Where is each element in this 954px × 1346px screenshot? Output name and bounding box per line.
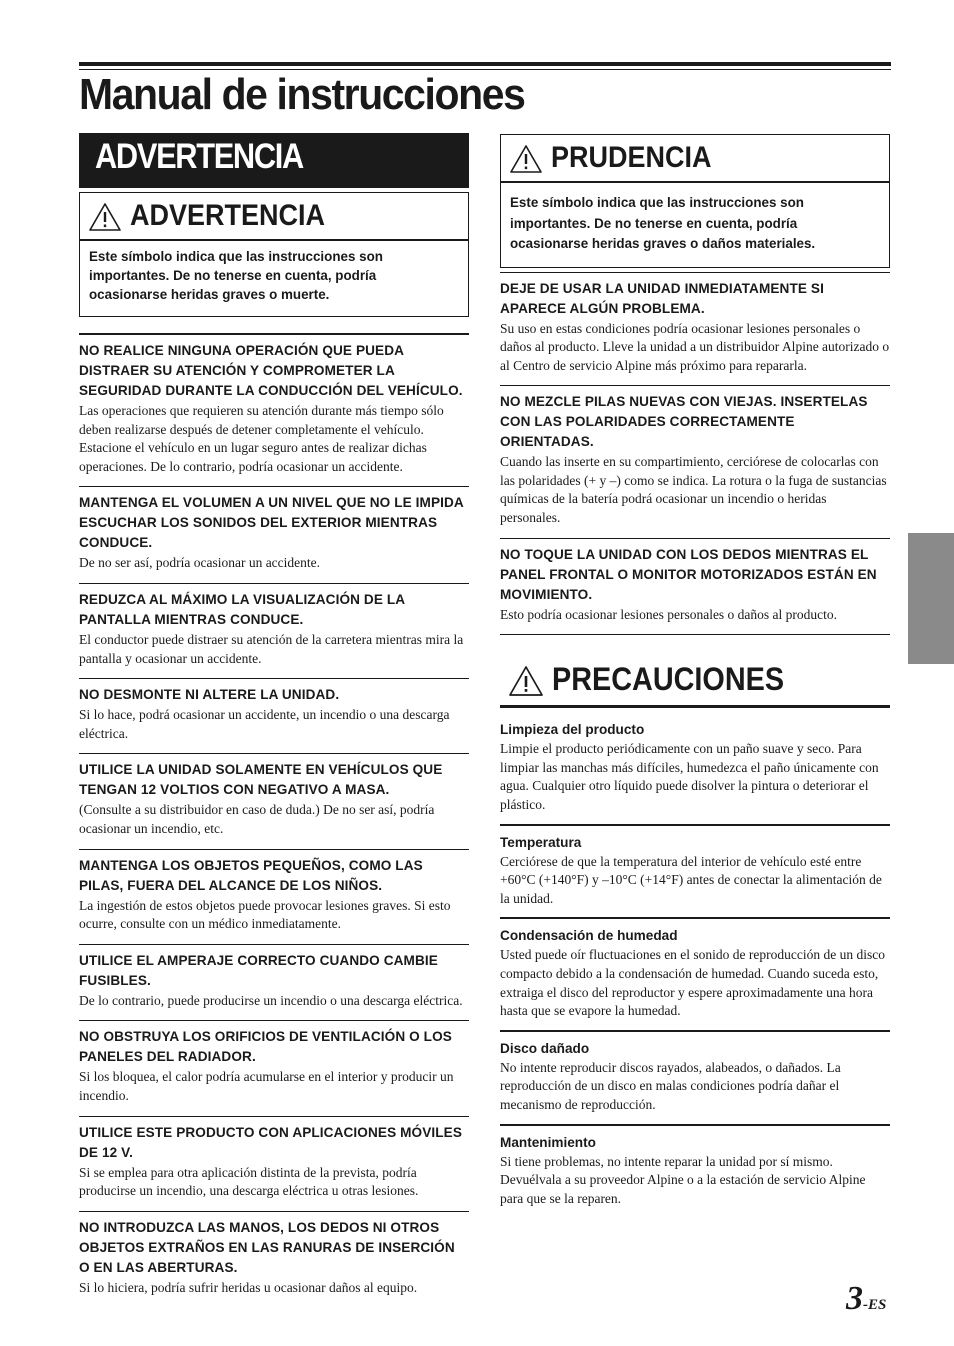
section-text: (Consulte a su distribuidor en caso de duda.) De no ser así, podría ocasionar un incendio, etc. [79,802,435,836]
section-title: Condensación de humedad [500,928,678,944]
right-column [500,134,890,1217]
section-text: La ingestión de estos objetos puede provocar lesiones graves. Si esto ocurre, consulte con un médico inmediatamente. [79,897,451,932]
section-title: Temperatura [500,834,582,850]
warning-section [79,753,469,848]
section-title: MANTENGA LOS OBJETOS PEQUEÑOS, COMO LAS PILAS, FUERA DEL ALCANCE DE LOS NIÑOS. [79,857,423,893]
section-text: De lo contrario, puede producirse un incendio o una descarga eléctrica. [79,992,463,1008]
section-title: Limpieza del producto [500,722,645,738]
warning-section [500,824,890,918]
warning-section [500,1030,890,1124]
prudencia-box-header [501,135,889,183]
section-title: NO OBSTRUYA LOS ORIFICIOS DE VENTILACIÓN O LOS PANELES DEL RADIADOR. [79,1029,452,1065]
section-title: NO TOQUE LA UNIDAD CON LOS DEDOS MIENTRAS EL PANEL FRONTAL O MONITOR MOTORIZADOS ESTÁN EN MOVIMIENTO. [500,546,877,602]
section-text: El conductor puede distraer su atención de la carretera mientras mira la pantalla y ocasionar un accidente. [79,631,464,666]
warning-section [79,333,469,486]
warning-section [500,1124,890,1218]
advertencia-box [79,192,469,317]
precauciones-header [500,655,890,708]
warning-triangle-icon [508,665,544,697]
prudencia-box-text: Este símbolo indica que las instrucciones son importantes. De no tenerse en cuenta, podría ocasionarse heridas graves o daños materiales. [510,195,816,251]
precauciones-list [500,708,890,1217]
warning-section [500,272,890,386]
section-text: No intente reproducir discos rayados, alabeados, o dañados. La reproducción de un disco en malas condiciones podría dañar el mecanismo de reproducción. [500,1059,841,1112]
section-text: Limpie el producto periódicamente con un paño suave y seco. Para limpiar las manchas más difíciles, humedezca el paño únicamente con agua. Cualquier otro líquido puede disolver la pintura o deteriorar el plástico. [500,741,879,813]
advertencia-box-header [80,193,468,241]
warning-section [79,486,469,583]
warning-section [79,1020,469,1115]
section-text: Cerciórese de que la temperatura del interior de vehículo esté entre +60°C (+140°F) y –10°C (+14°F) antes de conectar la alimentación de la unidad. [500,853,882,906]
section-title: MANTENGA EL VOLUMEN A UN NIVEL QUE NO LE IMPIDA ESCUCHAR LOS SONIDOS DEL EXTERIOR MIENTRAS CONDUCE. [79,495,464,551]
left-column [79,133,469,1307]
prudencia-box-heading: PRUDENCIA [551,141,712,174]
advertencia-box-text: Este símbolo indica que las instrucciones son importantes. De no tenerse en cuenta, podría ocasionarse heridas graves o muerte. [89,249,383,302]
side-tab-marker [908,533,954,664]
section-title: Mantenimiento [500,1134,596,1150]
warning-section [79,1211,469,1308]
precauciones-heading: PRECAUCIONES [552,661,785,698]
left-warning-list [79,333,469,1307]
section-title: Disco dañado [500,1040,590,1056]
section-text: Si lo hace, podrá ocasionar un accidente, un incendio o una descarga eléctrica. [79,707,450,741]
section-title: REDUZCA AL MÁXIMO LA VISUALIZACIÓN DE LA PANTALLA MIENTRAS CONDUCE. [79,591,405,627]
section-text: Si se emplea para otra aplicación distinta de la prevista, podría producirse un incendio, una descarga eléctrica u otras lesiones. [79,1164,419,1199]
section-text: Las operaciones que requieren su atención durante más tiempo sólo deben realizarse después de detener completamente el vehículo. Estacione el vehículo en un lugar seguro antes de realizar dichas operaciones. De lo contrario, podría ocasionar un accidente. [79,403,444,474]
warning-section [500,385,890,537]
section-title: UTILICE EL AMPERAJE CORRECTO CUANDO CAMBIE FUSIBLES. [79,952,438,988]
section-text: Si tiene problemas, no intente reparar la unidad por sí mismo. Devuélvala a su proveedor Alpine o a la estación de servicio Alpine para que se la reparen. [500,1153,866,1206]
right-warning-list [500,272,890,636]
section-title: UTILICE LA UNIDAD SOLAMENTE EN VEHÍCULOS QUE TENGAN 12 VOLTIOS CON NEGATIVO A MASA. [79,762,443,798]
warning-section [79,583,469,678]
section-text: Usted puede oír fluctuaciones en el sonido de reproducción de un disco compacto debido a la condensación de humedad. Cuando suceda esto, extraiga el disco del reproductor y espere aproximadamente una hora hasta que se evapore la humedad. [500,947,886,1019]
top-rule-thick [79,62,891,66]
section-title: NO MEZCLE PILAS NUEVAS CON VIEJAS. INSERTELAS CON LAS POLARIDADES CORRECTAMENTE ORIENTADAS. [500,394,868,450]
section-title: DEJE DE USAR LA UNIDAD INMEDIATAMENTE SI APARECE ALGÚN PROBLEMA. [500,280,824,316]
warning-triangle-icon [88,202,122,232]
warning-section [79,849,469,944]
advertencia-box-heading: ADVERTENCIA [130,199,326,232]
advertencia-banner-label: ADVERTENCIA [95,137,303,176]
section-title: NO DESMONTE NI ALTERE LA UNIDAD. [79,687,340,703]
section-text: Su uso en estas condiciones podría ocasionar lesiones personales o daños al producto. Lleve la unidad a un distribuidor Alpine autorizado o al Centro de servicio Alpine más próximo para repararla. [500,320,890,373]
warning-section [500,708,890,823]
warning-section [500,538,890,636]
section-text: Si los bloquea, el calor podría acumularse en el interior y producir un incendio. [79,1069,454,1103]
page-number-value: 3 [846,1280,863,1317]
section-title: NO INTRODUZCA LAS MANOS, LOS DEDOS NI OTROS OBJETOS EXTRAÑOS EN LAS RANURAS DE INSERCIÓN O EN LAS ABERTURAS. [79,1219,455,1275]
warning-section [79,1116,469,1211]
warning-section [79,678,469,753]
warning-section [79,944,469,1021]
section-text: Esto podría ocasionar lesiones personales o daños al producto. [500,606,838,622]
page-title: Manual de instrucciones [79,70,525,119]
page-number [846,1280,886,1318]
warning-section [500,917,890,1029]
warning-triangle-icon [509,144,543,174]
section-text: De no ser así, podría ocasionar un accidente. [79,555,321,571]
page-number-suffix: -ES [863,1297,887,1313]
advertencia-banner [79,133,469,188]
section-text: Cuando las inserte en su compartimiento, cerciórese de colocarlas con las polaridades (+ y –) como se indica. La rotura o la fuga de sustancias químicas de la batería podrá ocasionar un incendio o heridas personales. [500,454,887,526]
section-text: Si lo hiciera, podría sufrir heridas u ocasionar daños al equipo. [79,1279,418,1295]
prudencia-box [500,134,890,268]
section-title: UTILICE ESTE PRODUCTO CON APLICACIONES MÓVILES DE 12 V. [79,1124,462,1160]
section-title: NO REALICE NINGUNA OPERACIÓN QUE PUEDA DISTRAER SU ATENCIÓN Y COMPROMETER LA SEGURIDAD DURANTE LA CONDUCCIÓN DEL VEHÍCULO. [79,343,463,398]
